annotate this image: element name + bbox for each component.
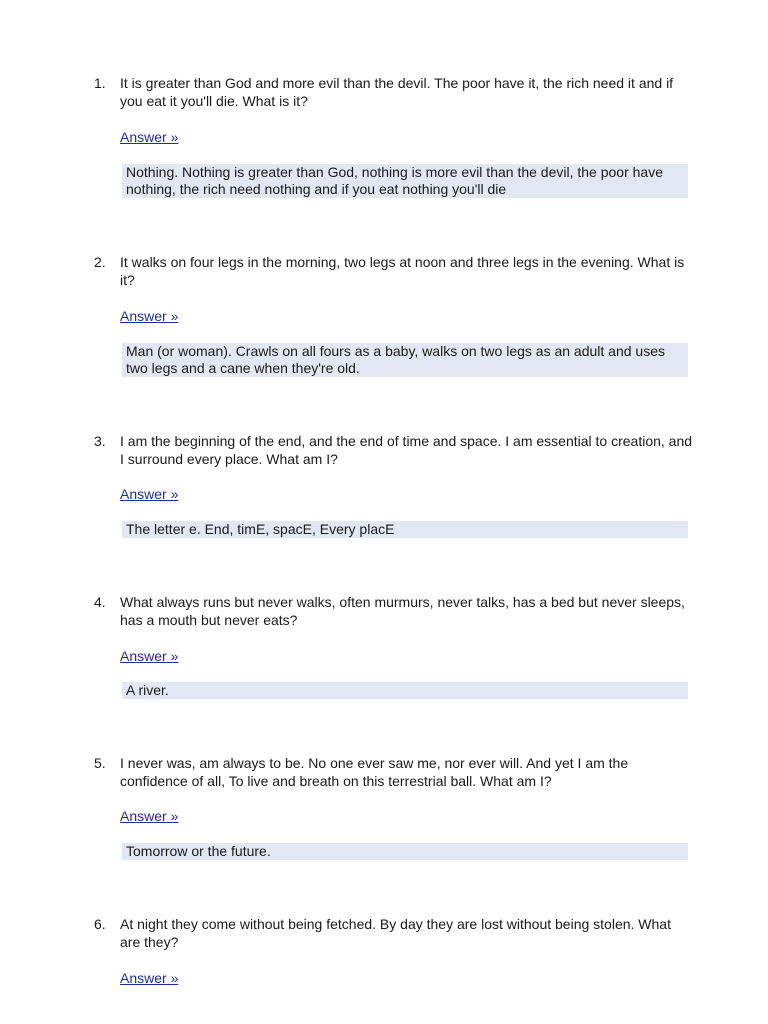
riddle-number: 3.: [94, 433, 106, 449]
riddle-question: It is greater than God and more evil than the devil. The poor have it, the rich need it and if you eat it you'll die. What is it?: [120, 75, 674, 109]
answer-box: Nothing. Nothing is greater than God, nothing is more evil than the devil, the poor have nothing, the rich need nothing and if you eat nothing you'll die: [122, 164, 688, 198]
riddle-number: 1.: [94, 75, 106, 91]
riddle-number: 5.: [94, 755, 106, 771]
answer-link[interactable]: Answer »: [120, 308, 179, 324]
riddle-question: What always runs but never walks, often murmurs, never talks, has a bed but never sleeps, has a mouth but never eats?: [120, 594, 685, 628]
riddle-number: 6.: [94, 916, 106, 932]
riddle-number: 4.: [94, 594, 106, 610]
answer-link[interactable]: Answer »: [120, 129, 179, 145]
riddle-question: I am the beginning of the end, and the end of time and space. I am essential to creation, and I surround every place. What am I?: [120, 433, 693, 467]
answer-box: Man (or woman). Crawls on all fours as a baby, walks on two legs as an adult and uses two legs and a cane when they're old.: [122, 343, 688, 377]
riddle-question: It walks on four legs in the morning, two legs at noon and three legs in the evening. What is it?: [120, 254, 685, 288]
answer-box: A river.: [122, 682, 688, 699]
answer-link[interactable]: Answer »: [120, 808, 179, 824]
answer-box: Tomorrow or the future.: [122, 843, 688, 860]
riddle-question: At night they come without being fetched. By day they are lost without being stolen. What are they?: [120, 916, 671, 950]
riddle-number: 2.: [94, 254, 106, 270]
riddle-question: I never was, am always to be. No one ever saw me, nor ever will. And yet I am the confidence of all, To live and breath on this terrestrial ball. What am I?: [120, 755, 629, 789]
answer-box: The letter e. End, timE, spacE, Every placE: [122, 521, 688, 538]
answer-link[interactable]: Answer »: [120, 970, 179, 986]
answer-link[interactable]: Answer »: [120, 486, 179, 502]
answer-link[interactable]: Answer »: [120, 648, 179, 664]
